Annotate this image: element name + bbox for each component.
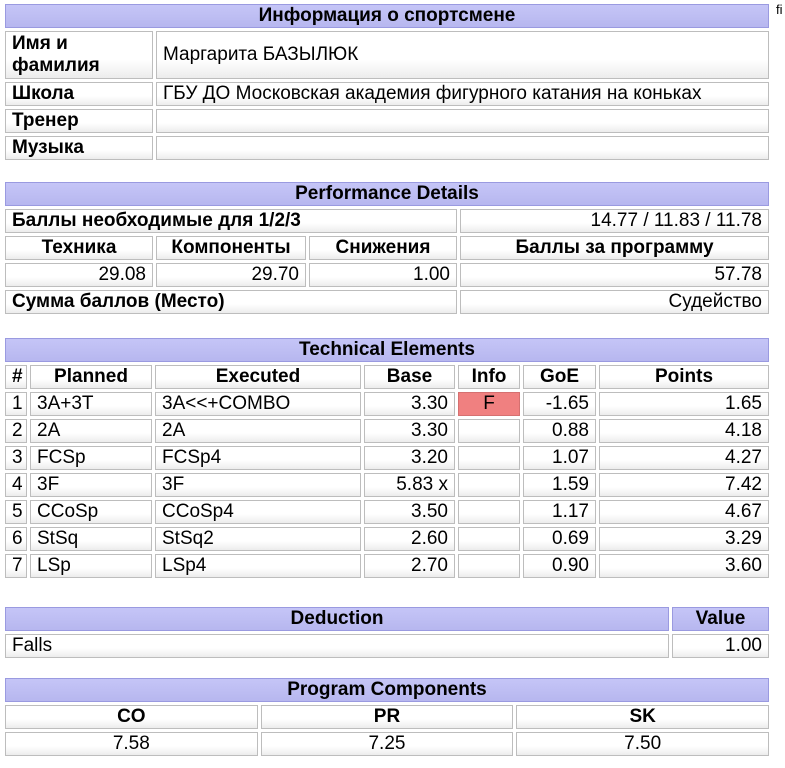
- name-label: Имя и фамилия: [5, 31, 153, 79]
- deductions-header: Снижения: [309, 236, 457, 260]
- element-number: 5: [5, 500, 27, 524]
- element-points: 4.27: [599, 446, 769, 470]
- element-number: 7: [5, 554, 27, 578]
- element-info: [458, 554, 520, 578]
- pcs-value: 29.70: [156, 263, 306, 287]
- element-executed: CCoSp4: [155, 500, 361, 524]
- table-row: [5, 527, 769, 551]
- performance-table: [2, 179, 772, 317]
- element-goe: -1.65: [523, 392, 596, 416]
- element-planned: LSp: [30, 554, 152, 578]
- corner-text: fi: [776, 2, 783, 17]
- deduction-label: Falls: [5, 634, 669, 658]
- element-base: 2.70: [364, 554, 455, 578]
- needed-label: Баллы необходимые для 1/2/3: [5, 209, 457, 233]
- element-number: 2: [5, 419, 27, 443]
- name-value: Маргарита БАЗЫЛЮК: [156, 31, 769, 79]
- element-executed: 2A: [155, 419, 361, 443]
- element-planned: CCoSp: [30, 500, 152, 524]
- element-goe: 0.88: [523, 419, 596, 443]
- element-points: 7.42: [599, 473, 769, 497]
- tes-header: Техника: [5, 236, 153, 260]
- performance-title: Performance Details: [5, 182, 769, 206]
- element-points: 4.67: [599, 500, 769, 524]
- components-title: Program Components: [5, 678, 769, 702]
- deduction-header: Deduction: [5, 607, 669, 631]
- deductions-table: [2, 604, 772, 661]
- tes-value: 29.08: [5, 263, 153, 287]
- elements-title: Technical Elements: [5, 338, 769, 362]
- deduction-value-header: Value: [672, 607, 769, 631]
- col-base: Base: [364, 365, 455, 389]
- coach-value: [156, 109, 769, 133]
- col-number: #: [5, 365, 27, 389]
- element-points: 1.65: [599, 392, 769, 416]
- music-value: [156, 136, 769, 160]
- athlete-row-coach: [5, 109, 769, 133]
- element-info: [458, 473, 520, 497]
- table-row: [5, 473, 769, 497]
- col-executed: Executed: [155, 365, 361, 389]
- element-goe: 0.90: [523, 554, 596, 578]
- athlete-info-title: Информация о спортсмене: [5, 4, 769, 28]
- element-number: 6: [5, 527, 27, 551]
- col-info: Info: [458, 365, 520, 389]
- element-base: 5.83 x: [364, 473, 455, 497]
- col-points: Points: [599, 365, 769, 389]
- athlete-row-school: [5, 82, 769, 106]
- school-label: Школа: [5, 82, 153, 106]
- element-executed: 3A<<+COMBO: [155, 392, 361, 416]
- element-points: 4.18: [599, 419, 769, 443]
- table-row: [5, 392, 769, 416]
- element-base: 3.20: [364, 446, 455, 470]
- element-goe: 0.69: [523, 527, 596, 551]
- element-base: 3.50: [364, 500, 455, 524]
- athlete-info-table: [2, 1, 772, 163]
- pcs-header: Компоненты: [156, 236, 306, 260]
- deductions-value: 1.00: [309, 263, 457, 287]
- element-planned: 2A: [30, 419, 152, 443]
- element-points: 3.60: [599, 554, 769, 578]
- component-sk-value: 7.50: [516, 732, 769, 756]
- element-goe: 1.07: [523, 446, 596, 470]
- elements-table: [2, 335, 772, 581]
- total-header: Баллы за программу: [460, 236, 769, 260]
- element-info: [458, 527, 520, 551]
- component-co-header: CO: [5, 705, 258, 729]
- component-pr-header: PR: [261, 705, 514, 729]
- element-planned: 3F: [30, 473, 152, 497]
- element-points: 3.29: [599, 527, 769, 551]
- col-goe: GoE: [523, 365, 596, 389]
- element-number: 4: [5, 473, 27, 497]
- element-executed: 3F: [155, 473, 361, 497]
- element-base: 3.30: [364, 392, 455, 416]
- table-row: [5, 419, 769, 443]
- component-co-value: 7.58: [5, 732, 258, 756]
- component-pr-value: 7.25: [261, 732, 514, 756]
- element-number: 3: [5, 446, 27, 470]
- athlete-row-music: [5, 136, 769, 160]
- component-sk-header: SK: [516, 705, 769, 729]
- element-executed: LSp4: [155, 554, 361, 578]
- music-label: Музыка: [5, 136, 153, 160]
- element-planned: FCSp: [30, 446, 152, 470]
- table-row: [5, 634, 769, 658]
- element-base: 3.30: [364, 419, 455, 443]
- components-table: [2, 675, 772, 759]
- element-base: 2.60: [364, 527, 455, 551]
- table-row: [5, 500, 769, 524]
- table-row: [5, 446, 769, 470]
- element-executed: FCSp4: [155, 446, 361, 470]
- col-planned: Planned: [30, 365, 152, 389]
- needed-value: 14.77 / 11.83 / 11.78: [460, 209, 769, 233]
- element-info: [458, 419, 520, 443]
- element-planned: StSq: [30, 527, 152, 551]
- element-info: [458, 500, 520, 524]
- athlete-row-name: [5, 31, 769, 79]
- deduction-value: 1.00: [672, 634, 769, 658]
- total-value: 57.78: [460, 263, 769, 287]
- element-info: [458, 446, 520, 470]
- element-planned: 3A+3T: [30, 392, 152, 416]
- table-row: [5, 554, 769, 578]
- school-value: ГБУ ДО Московская академия фигурного катания на коньках: [156, 82, 769, 106]
- coach-label: Тренер: [5, 109, 153, 133]
- element-goe: 1.17: [523, 500, 596, 524]
- elements-header-row: [5, 365, 769, 389]
- element-executed: StSq2: [155, 527, 361, 551]
- element-goe: 1.59: [523, 473, 596, 497]
- element-info-fall: F: [458, 392, 520, 416]
- sum-label: Сумма баллов (Место): [5, 290, 457, 314]
- element-number: 1: [5, 392, 27, 416]
- judging-link[interactable]: Судейство: [460, 290, 769, 314]
